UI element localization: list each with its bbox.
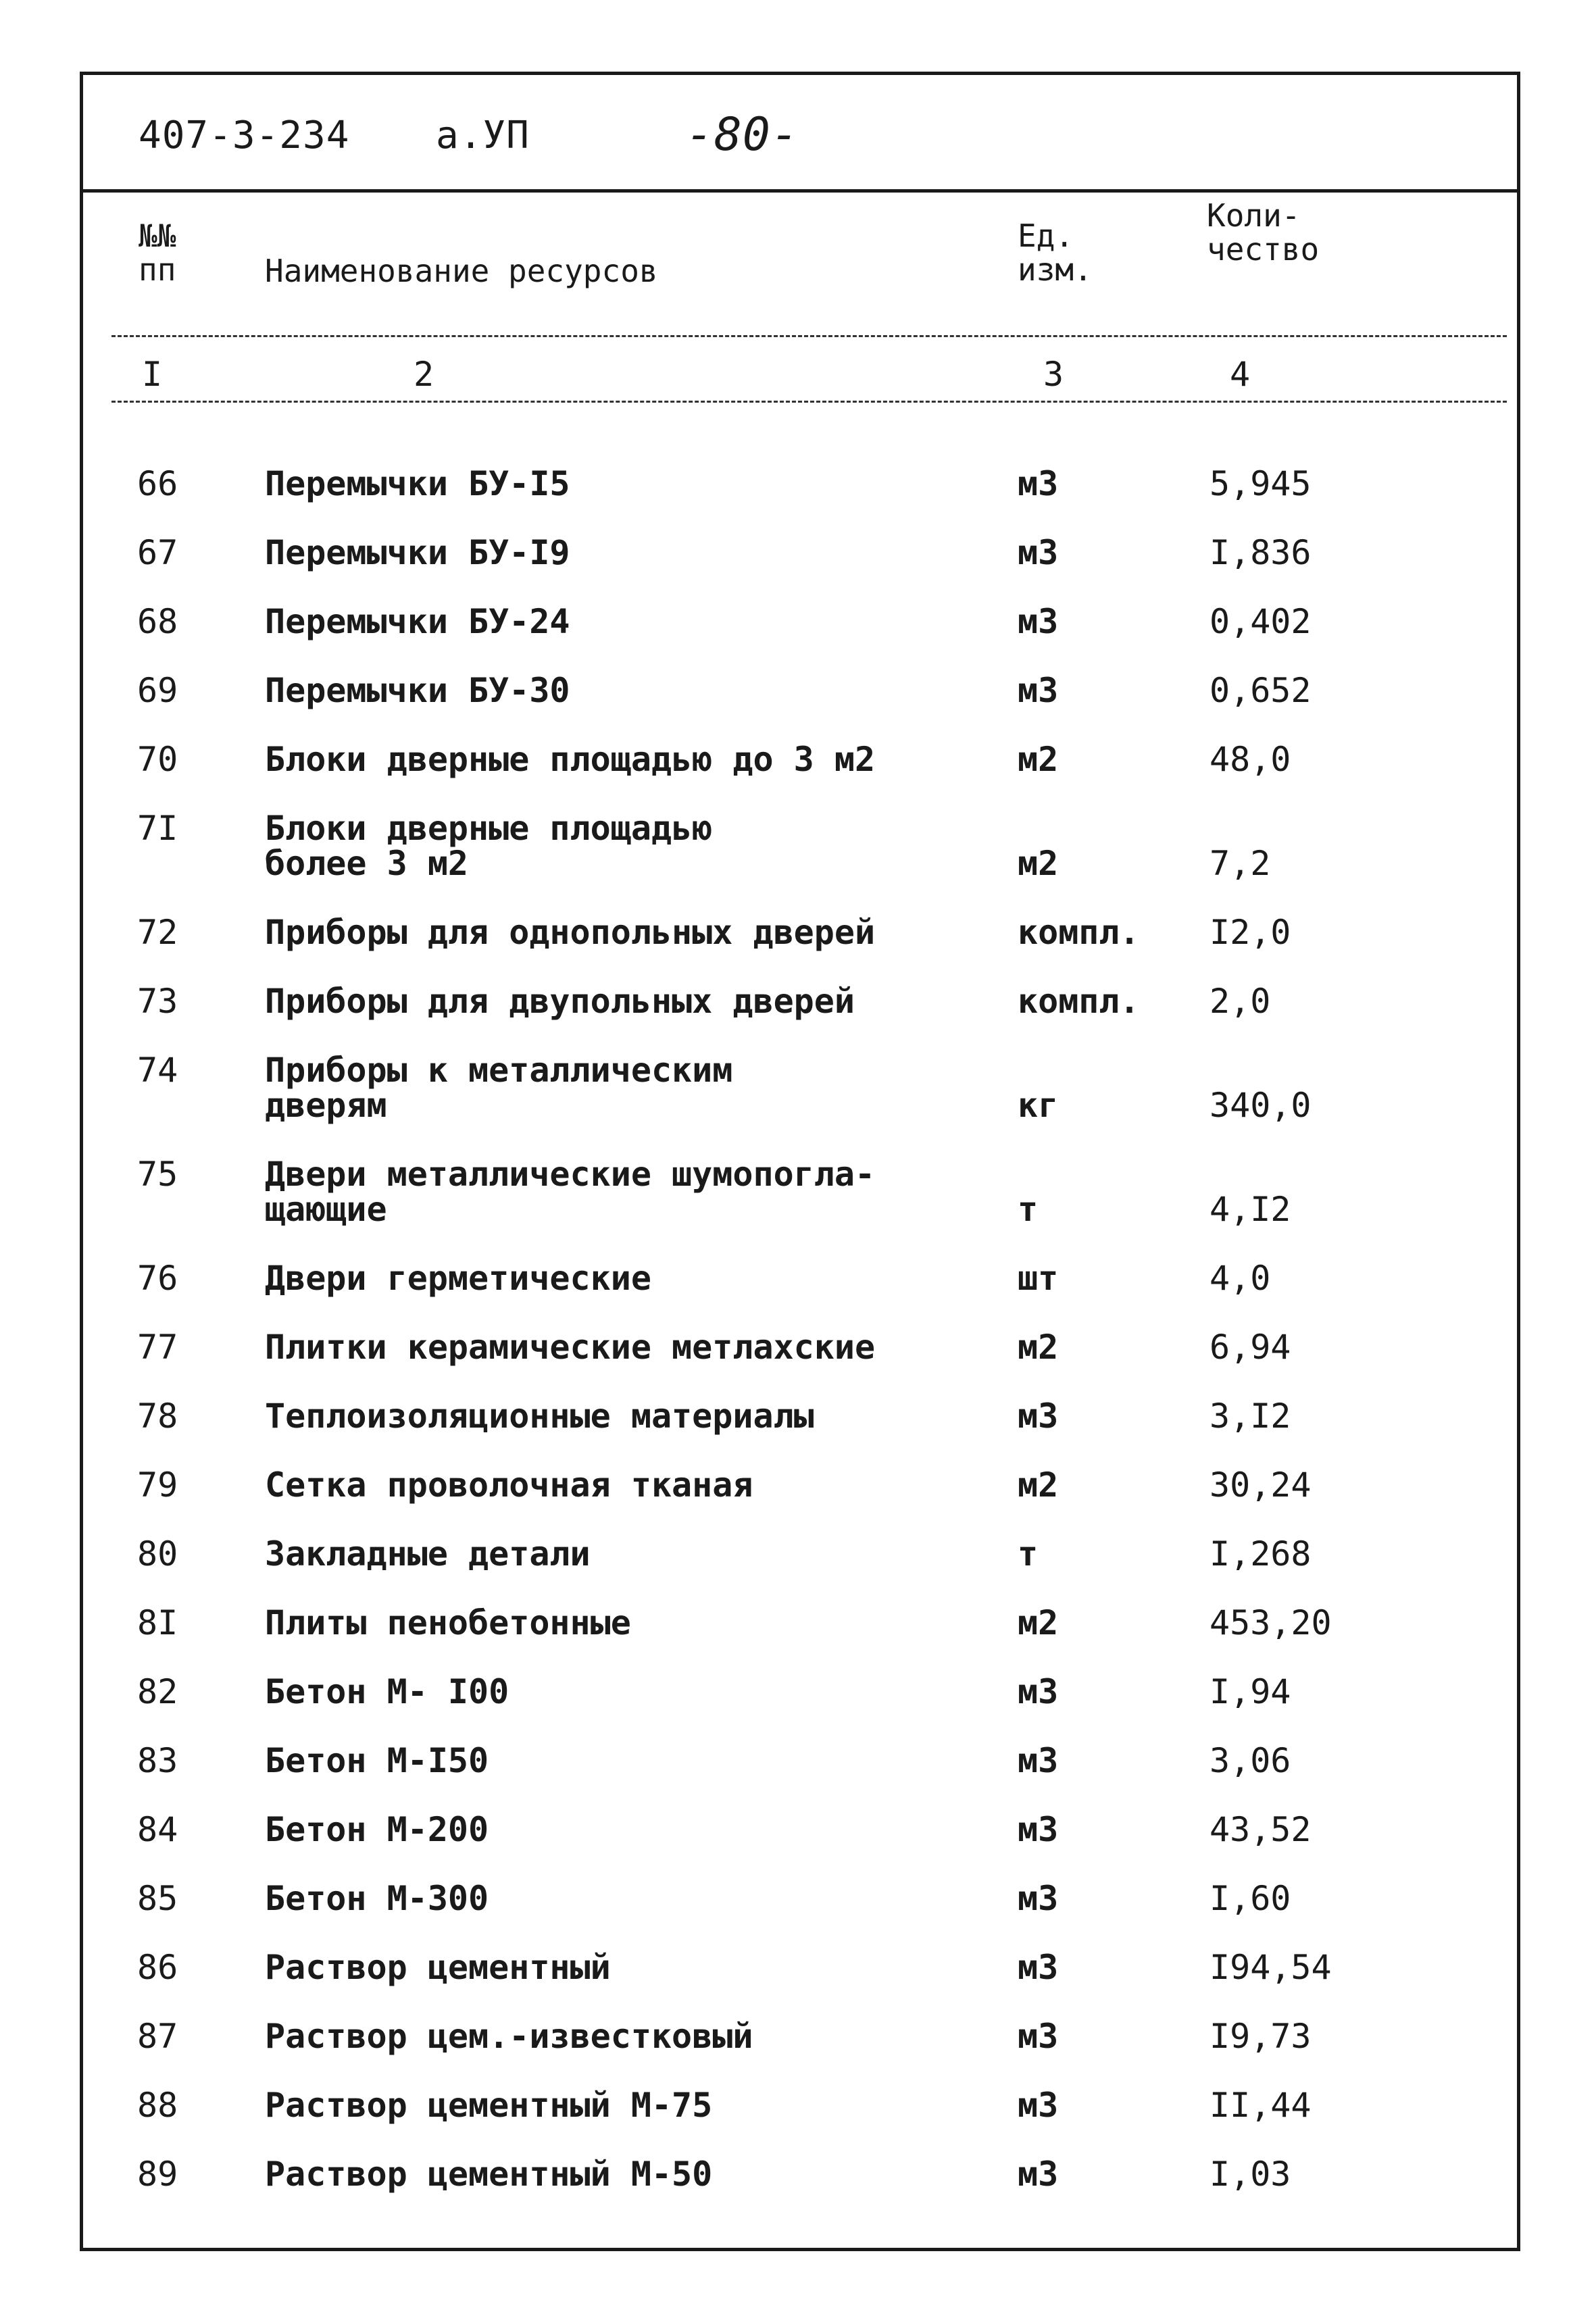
table-row bbox=[0, 2157, 1596, 2225]
unit: м3 bbox=[1018, 464, 1059, 503]
row-number: 8I bbox=[137, 1603, 178, 1642]
quantity: 30,24 bbox=[1210, 1465, 1312, 1505]
resource-name: Приборы для однопольных дверей bbox=[265, 913, 876, 952]
row-number: 85 bbox=[137, 1879, 178, 1918]
unit: м3 bbox=[1018, 2155, 1059, 2194]
unit: м3 bbox=[1018, 2086, 1059, 2125]
table-row bbox=[0, 1399, 1596, 1467]
quantity: I,268 bbox=[1210, 1534, 1312, 1574]
resource-name: Двери герметические bbox=[265, 1259, 651, 1298]
row-number: 76 bbox=[137, 1259, 178, 1298]
quantity: 4,0 bbox=[1210, 1259, 1271, 1298]
sheet-code: а.УП bbox=[436, 114, 530, 157]
unit: м3 bbox=[1018, 1879, 1059, 1918]
quantity: 6,94 bbox=[1210, 1328, 1291, 1367]
table-row bbox=[0, 1950, 1596, 2019]
resource-table bbox=[0, 466, 1596, 2225]
resource-name: Перемычки БУ-I9 bbox=[265, 533, 570, 572]
unit: шт bbox=[1018, 1259, 1059, 1298]
resource-name: Раствор цементный М-50 bbox=[265, 2155, 713, 2194]
table-row bbox=[0, 742, 1596, 811]
resource-name: Перемычки БУ-I5 bbox=[265, 464, 570, 503]
header-rule-top bbox=[111, 335, 1507, 337]
unit: м3 bbox=[1018, 1948, 1059, 1987]
quantity: I94,54 bbox=[1210, 1948, 1332, 1987]
unit: м2 bbox=[1018, 844, 1059, 883]
row-number: 78 bbox=[137, 1397, 178, 1436]
unit: м3 bbox=[1018, 602, 1059, 641]
resource-name: Раствор цементный М-75 bbox=[265, 2086, 713, 2125]
quantity: I,836 bbox=[1210, 533, 1312, 572]
unit: м3 bbox=[1018, 1397, 1059, 1436]
table-row bbox=[0, 1881, 1596, 1950]
row-number: 66 bbox=[137, 464, 178, 503]
row-number: 86 bbox=[137, 1948, 178, 1987]
unit: м3 bbox=[1018, 1672, 1059, 1711]
unit: т bbox=[1018, 1534, 1039, 1574]
resource-name: Раствор цементный bbox=[265, 1948, 611, 1987]
quantity: 3,06 bbox=[1210, 1741, 1291, 1780]
row-number: 83 bbox=[137, 1741, 178, 1780]
unit: м3 bbox=[1018, 671, 1059, 710]
unit: м2 bbox=[1018, 1603, 1059, 1642]
column-header-quantity: Коли- чество bbox=[1207, 197, 1320, 268]
table-row bbox=[0, 1330, 1596, 1399]
resource-name: Перемычки БУ-30 bbox=[265, 671, 570, 710]
column-header-unit: Ед. изм. bbox=[1018, 218, 1093, 288]
quantity: 0,652 bbox=[1210, 671, 1312, 710]
row-number: 79 bbox=[137, 1465, 178, 1505]
unit: м2 bbox=[1018, 1465, 1059, 1505]
row-number: 88 bbox=[137, 2086, 178, 2125]
unit: компл. bbox=[1018, 982, 1140, 1021]
row-number: 87 bbox=[137, 2017, 178, 2056]
table-row bbox=[0, 466, 1596, 535]
quantity: 5,945 bbox=[1210, 464, 1312, 503]
table-row bbox=[0, 535, 1596, 604]
table-row bbox=[0, 1605, 1596, 1674]
unit: т bbox=[1018, 1190, 1039, 1229]
unit: м3 bbox=[1018, 533, 1059, 572]
resource-name: Бетон М-I50 bbox=[265, 1741, 489, 1780]
row-number: 7I bbox=[137, 809, 178, 848]
row-number: 74 bbox=[137, 1051, 178, 1090]
column-index-4: 4 bbox=[1230, 355, 1251, 394]
header-divider bbox=[80, 189, 1520, 193]
table-row bbox=[0, 1812, 1596, 1881]
table-row bbox=[0, 2088, 1596, 2157]
column-index-1: I bbox=[142, 355, 163, 394]
resource-name: Двери металлические шумопогла- щающие bbox=[265, 1155, 876, 1229]
row-number: 80 bbox=[137, 1534, 178, 1574]
resource-name: Бетон М-200 bbox=[265, 1810, 489, 1849]
table-row bbox=[0, 2019, 1596, 2088]
quantity: 340,0 bbox=[1210, 1086, 1312, 1125]
row-number: 73 bbox=[137, 982, 178, 1021]
page-number: -80- bbox=[686, 108, 799, 161]
table-row bbox=[0, 673, 1596, 742]
quantity: 3,I2 bbox=[1210, 1397, 1291, 1436]
row-number: 75 bbox=[137, 1155, 178, 1194]
table-row bbox=[0, 1053, 1596, 1157]
table-row bbox=[0, 811, 1596, 915]
resource-name: Блоки дверные площадью до 3 м2 bbox=[265, 740, 876, 779]
table-row bbox=[0, 1157, 1596, 1261]
quantity: I,03 bbox=[1210, 2155, 1291, 2194]
row-number: 70 bbox=[137, 740, 178, 779]
unit: м3 bbox=[1018, 1741, 1059, 1780]
quantity: I,60 bbox=[1210, 1879, 1291, 1918]
table-row bbox=[0, 1674, 1596, 1743]
quantity: 7,2 bbox=[1210, 844, 1271, 883]
quantity: 4,I2 bbox=[1210, 1190, 1291, 1229]
table-row bbox=[0, 984, 1596, 1053]
row-number: 69 bbox=[137, 671, 178, 710]
quantity: I,94 bbox=[1210, 1672, 1291, 1711]
resource-name: Плитки керамические метлахские bbox=[265, 1328, 876, 1367]
resource-name: Плиты пенобетонные bbox=[265, 1603, 631, 1642]
quantity: I2,0 bbox=[1210, 913, 1291, 952]
quantity: 453,20 bbox=[1210, 1603, 1332, 1642]
table-row bbox=[0, 1536, 1596, 1605]
row-number: 72 bbox=[137, 913, 178, 952]
table-row bbox=[0, 1467, 1596, 1536]
column-index-3: 3 bbox=[1043, 355, 1064, 394]
quantity: 48,0 bbox=[1210, 740, 1291, 779]
unit: м3 bbox=[1018, 2017, 1059, 2056]
quantity: 0,402 bbox=[1210, 602, 1312, 641]
column-header-name: Наименование ресурсов bbox=[265, 253, 658, 289]
unit: кг bbox=[1018, 1086, 1059, 1125]
resource-name: Раствор цем.-известковый bbox=[265, 2017, 753, 2056]
resource-name: Перемычки БУ-24 bbox=[265, 602, 570, 641]
resource-name: Сетка проволочная тканая bbox=[265, 1465, 753, 1505]
row-number: 67 bbox=[137, 533, 178, 572]
header-rule-bottom bbox=[111, 401, 1507, 403]
resource-name: Бетон М-300 bbox=[265, 1879, 489, 1918]
resource-name: Закладные детали bbox=[265, 1534, 591, 1574]
row-number: 68 bbox=[137, 602, 178, 641]
table-row bbox=[0, 1261, 1596, 1330]
row-number: 77 bbox=[137, 1328, 178, 1367]
resource-name: Приборы для двупольных дверей bbox=[265, 982, 855, 1021]
quantity: 43,52 bbox=[1210, 1810, 1312, 1849]
row-number: 84 bbox=[137, 1810, 178, 1849]
column-index-2: 2 bbox=[414, 355, 434, 394]
resource-name: Приборы к металлическим дверям bbox=[265, 1051, 733, 1125]
table-row bbox=[0, 604, 1596, 673]
column-header-number: №№ пп bbox=[139, 218, 176, 288]
table-row bbox=[0, 1743, 1596, 1812]
table-row bbox=[0, 915, 1596, 984]
resource-name: Бетон М- I00 bbox=[265, 1672, 509, 1711]
unit: компл. bbox=[1018, 913, 1140, 952]
unit: м3 bbox=[1018, 1810, 1059, 1849]
quantity: I9,73 bbox=[1210, 2017, 1312, 2056]
resource-name: Теплоизоляционные материалы bbox=[265, 1397, 814, 1436]
unit: м2 bbox=[1018, 1328, 1059, 1367]
resource-name: Блоки дверные площадью более 3 м2 bbox=[265, 809, 713, 883]
unit: м2 bbox=[1018, 740, 1059, 779]
document-code: 407-3-234 bbox=[139, 114, 350, 157]
row-number: 89 bbox=[137, 2155, 178, 2194]
quantity: II,44 bbox=[1210, 2086, 1312, 2125]
row-number: 82 bbox=[137, 1672, 178, 1711]
quantity: 2,0 bbox=[1210, 982, 1271, 1021]
